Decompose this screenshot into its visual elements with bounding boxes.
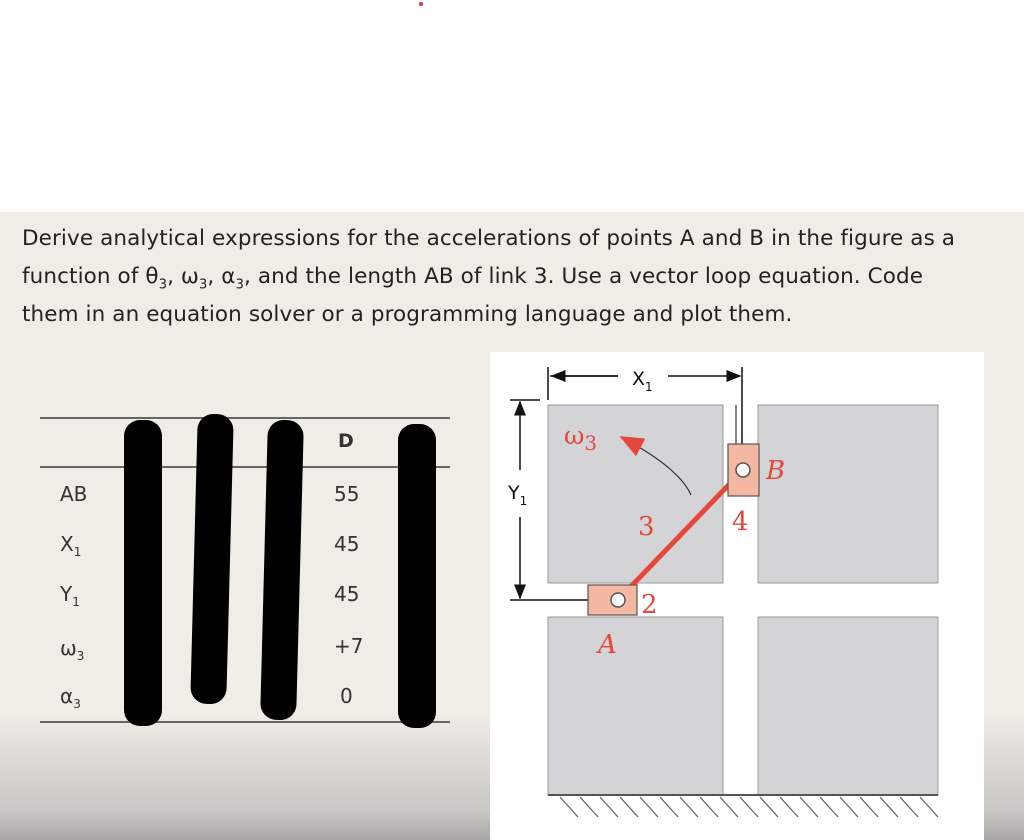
row-value-x1: 45 (334, 532, 360, 556)
row-label-omega3: $\omega_3$ (60, 636, 85, 663)
row-value-alpha3: 0 (340, 684, 353, 708)
block-bottom-left (548, 617, 723, 795)
stray-red-dot (419, 2, 423, 6)
table-header-rule (40, 466, 450, 468)
slider-b-number: 4 (732, 507, 749, 537)
mechanism-figure (490, 352, 984, 840)
top-blank-area (0, 0, 1024, 212)
row-label-alpha3: $\alpha_3$ (60, 684, 81, 711)
parameter-table (40, 400, 452, 730)
redaction-bar-4 (398, 424, 436, 728)
block-bottom-right (758, 617, 938, 795)
dim-y-label: $Y_1$ (508, 482, 528, 508)
row-value-ab: 55 (334, 482, 360, 506)
pin-b (736, 463, 750, 477)
block-top-right (758, 405, 938, 583)
redaction-bar-2 (190, 414, 234, 705)
link-3-label: 3 (638, 512, 655, 542)
table-bottom-rule (40, 721, 450, 723)
slider-a-number: 2 (641, 590, 658, 620)
redaction-bar-3 (260, 420, 304, 721)
omega-label: $\omega_3$ (564, 421, 598, 455)
row-value-omega3: +7 (334, 634, 364, 658)
table-top-rule (40, 417, 450, 419)
point-a-label: A (598, 630, 617, 660)
pin-a (611, 593, 625, 607)
row-value-y1: 45 (334, 582, 360, 606)
problem-line-1: Derive analytical expressions for the accelerations of points A and B in the figure as a (22, 226, 956, 251)
mechanism-diagram (490, 352, 984, 840)
ground-hatching (560, 797, 938, 817)
problem-statement: Derive analytical expressions for the accelerations of points A and B in the figure as a function of $\theta_3$, $\omega_3$, $\alpha_3$, and the length AB of link 3. Use a vector loop equation. Code them in an equation solver or a programming language and plot them. (22, 226, 956, 327)
row-label-ab: AB (60, 482, 88, 506)
dim-x-label: $X_1$ (632, 368, 653, 394)
redaction-bar-1 (124, 420, 162, 726)
problem-line-3: them in an equation solver or a programming language and plot them. (22, 302, 793, 327)
point-b-label: B (766, 456, 786, 486)
column-header-d: D (338, 430, 354, 452)
row-label-y1: $Y_1$ (60, 582, 80, 609)
row-label-x1: $X_1$ (60, 532, 82, 559)
